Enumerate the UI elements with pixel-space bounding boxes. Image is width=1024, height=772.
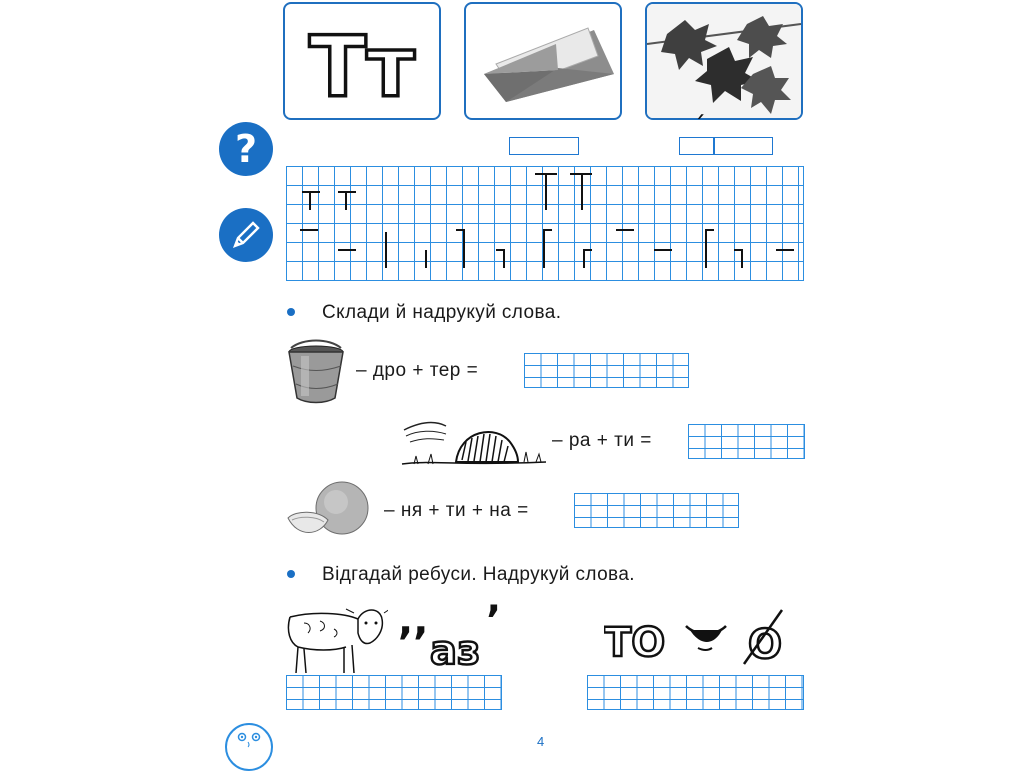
page-number: 4	[537, 734, 545, 749]
envelope-icon	[466, 4, 620, 118]
rebus2-answer-grid[interactable]	[587, 675, 804, 710]
smiley-icon	[224, 722, 274, 772]
grape-leaves-icon	[647, 4, 801, 118]
letter-card	[283, 2, 441, 120]
task2-bullet	[287, 570, 295, 578]
bucket-icon	[283, 338, 349, 404]
question-icon: ?	[219, 122, 273, 176]
answer-grid-1[interactable]	[524, 353, 689, 388]
grape-leaves-card	[645, 2, 803, 120]
svg-text:аз: аз	[430, 628, 481, 670]
task2-instruction: Відгадай ребуси. Надрукуй слова.	[322, 564, 635, 585]
equation-1: – дро + тер =	[356, 360, 479, 381]
equation-2: – ра + ти =	[552, 430, 652, 451]
rebus1-answer-grid[interactable]	[286, 675, 502, 710]
letter-t-outline	[285, 4, 439, 118]
rebus1-letters	[398, 600, 508, 670]
letter-strokes	[286, 166, 803, 280]
rebus2-letters	[604, 608, 796, 668]
task1-instruction: Склади й надрукуй слова.	[322, 302, 562, 323]
svg-text:Тт: Тт	[309, 18, 415, 116]
task1-bullet	[287, 308, 295, 316]
cave-icon	[400, 412, 548, 472]
calf-icon	[284, 603, 388, 677]
svg-text:’: ’	[486, 600, 502, 644]
answer-box-envelope[interactable]	[509, 137, 579, 155]
svg-text:,,: ,,	[398, 600, 429, 644]
writing-grid[interactable]	[286, 166, 804, 281]
svg-text:О: О	[748, 622, 783, 668]
equation-3: – ня + ти + на =	[384, 500, 529, 521]
answer-grid-3[interactable]	[574, 493, 739, 528]
pencil-icon	[219, 208, 273, 262]
mouth-icon	[686, 626, 726, 650]
accent-mark: ´	[693, 112, 706, 142]
melon-icon	[284, 480, 374, 540]
answer-grid-2[interactable]	[688, 424, 805, 459]
envelope-card	[464, 2, 622, 120]
svg-text:ТО: ТО	[604, 620, 666, 666]
